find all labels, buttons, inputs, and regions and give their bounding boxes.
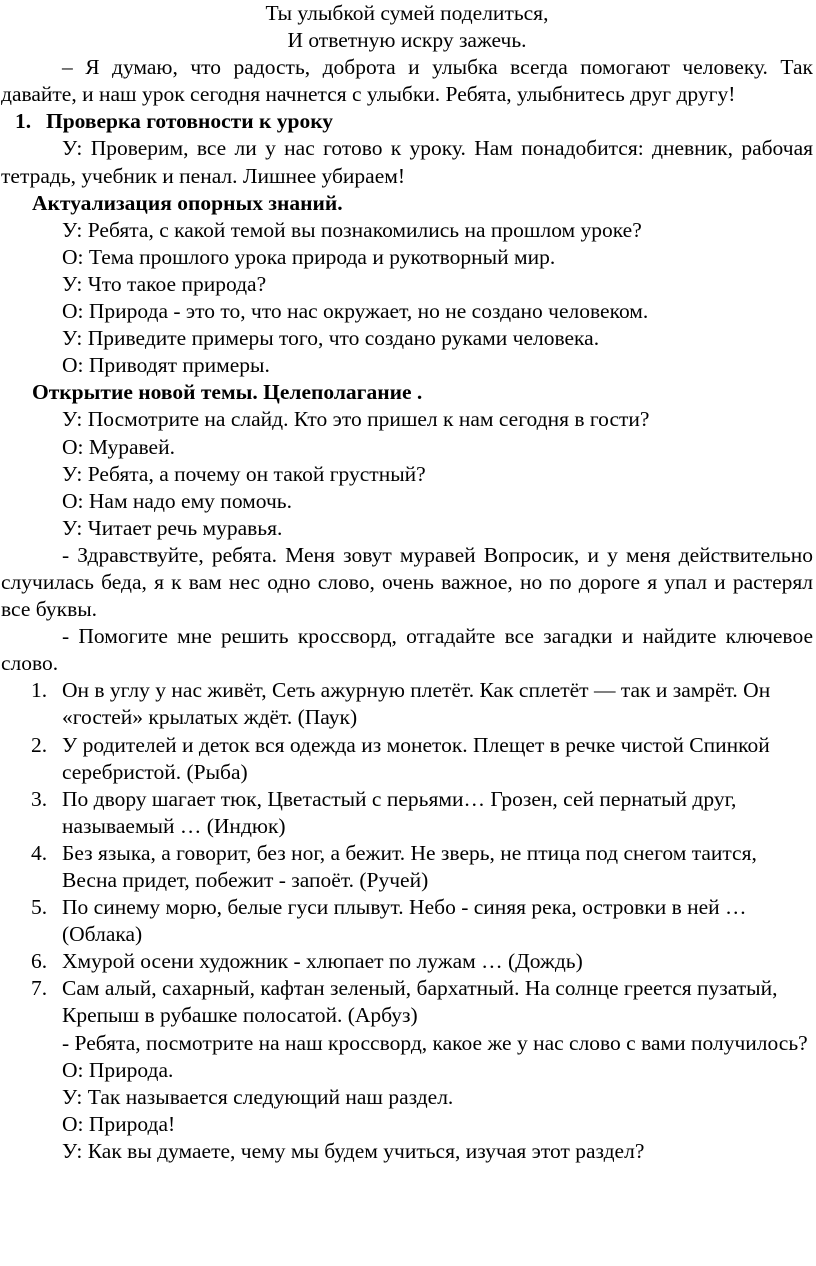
section-heading-new-topic: Открытие новой темы. Целеполагание . xyxy=(32,380,423,405)
section-heading-actualization: Актуализация опорных знаний. xyxy=(32,190,343,215)
poem-line-1: Ты улыбкой сумей поделиться, xyxy=(265,1,549,25)
dialogue-line: У: Посмотрите на слайд. Кто это пришел к нам сегодня в гости? xyxy=(62,407,650,432)
dialogue-line: О: Природа! xyxy=(62,1111,176,1136)
riddle-text: Он в углу у нас живёт, Сеть ажурную плетёт. Как сплетёт — так и замрёт. Он «гостей» крылатых ждёт. (Паук) xyxy=(62,678,771,730)
dialogue-line: У: Приведите примеры того, что создано руками человека. xyxy=(62,326,600,351)
dialogue-line: О: Нам надо ему помочь. xyxy=(62,488,292,513)
section-title: Проверка готовности к уроку xyxy=(46,109,334,134)
dialogue-line: О: Природа. xyxy=(62,1057,174,1082)
dialogue-line: У: Читает речь муравья. xyxy=(62,515,283,540)
riddle-text: Без языка, а говорит, без ног, а бежит. Не зверь, не птица под снегом таится, Весна придет, побежит - запоёт. (Ручей) xyxy=(62,840,757,892)
dialogue-line: У: Как вы думаете, чему мы будем учиться, изучая этот раздел? xyxy=(62,1138,645,1163)
riddle-number: 2. xyxy=(31,732,48,757)
riddle-text: У родителей и деток вся одежда из монеток. Плещет в речке чистой Спинкой серебристой. (Рыба) xyxy=(62,732,770,784)
section-heading-readiness xyxy=(1,108,813,135)
crossword-request-paragraph: - Помогите мне решить кроссворд, отгадайте все загадки и найдите ключевое слово. xyxy=(1,624,813,676)
riddle-text: Хмурой осени художник - хлюпает по лужам … (Дождь) xyxy=(62,949,583,974)
riddle-text: По двору шагает тюк, Цветастый с перьями… Грозен, сей пернатый друг, называемый … (Индюк) xyxy=(62,786,737,838)
dialogue-line: О: Муравей. xyxy=(62,434,175,459)
riddle-item xyxy=(1,840,813,894)
ant-speech-paragraph: - Здравствуйте, ребята. Меня зовут муравей Вопросик, и у меня действительно случилась беда, я к вам нес одно слово, очень важное, но по дороге я упал и растерял все буквы. xyxy=(1,542,813,622)
riddle-item xyxy=(1,786,813,840)
riddle-number: 1. xyxy=(31,678,48,703)
intro-paragraph: – Я думаю, что радость, доброта и улыбка всегда помогают человеку. Так давайте, и наш урок сегодня начнется с улыбки. Ребята, улыбнитесь друг другу! xyxy=(1,55,813,107)
riddle-number: 3. xyxy=(31,786,48,811)
dialogue-line: О: Природа - это то, что нас окружает, но не создано человеком. xyxy=(62,299,649,324)
riddle-item xyxy=(1,894,813,948)
riddle-item xyxy=(1,975,813,1029)
riddle-item xyxy=(1,677,813,731)
riddle-text: Сам алый, сахарный, кафтан зеленый, бархатный. На солнце греется пузатый, Крепыш в рубашке полосатой. (Арбуз) xyxy=(62,976,778,1028)
section-number: 1. xyxy=(15,109,32,134)
poem-line-2: И ответную искру зажечь. xyxy=(287,28,527,53)
riddle-number: 6. xyxy=(31,949,48,974)
riddle-item xyxy=(1,948,813,975)
dialogue-line: О: Тема прошлого урока природа и рукотворный мир. xyxy=(62,244,556,269)
riddle-number: 7. xyxy=(31,976,48,1001)
riddle-list xyxy=(1,677,813,1029)
riddle-item xyxy=(1,732,813,786)
riddle-number: 4. xyxy=(31,840,48,865)
dialogue-line: У: Ребята, с какой темой вы познакомились на прошлом уроке? xyxy=(62,217,642,242)
dialogue-line: У: Так называется следующий наш раздел. xyxy=(62,1084,454,1109)
readiness-paragraph: У: Проверим, все ли у нас готово к уроку. Нам понадобится: дневник, рабочая тетрадь, учебник и пенал. Лишнее убираем! xyxy=(1,136,813,188)
dialogue-line: У: Ребята, а почему он такой грустный? xyxy=(62,461,426,486)
dialogue-line: У: Что такое природа? xyxy=(62,271,267,296)
crossword-question-paragraph: - Ребята, посмотрите на наш кроссворд, какое же у нас слово с вами получилось? xyxy=(62,1030,808,1055)
dialogue-line: О: Приводят примеры. xyxy=(62,353,270,378)
riddle-text: По синему морю, белые гуси плывут. Небо - синяя река, островки в ней … (Облака) xyxy=(62,895,747,947)
riddle-number: 5. xyxy=(31,895,48,920)
